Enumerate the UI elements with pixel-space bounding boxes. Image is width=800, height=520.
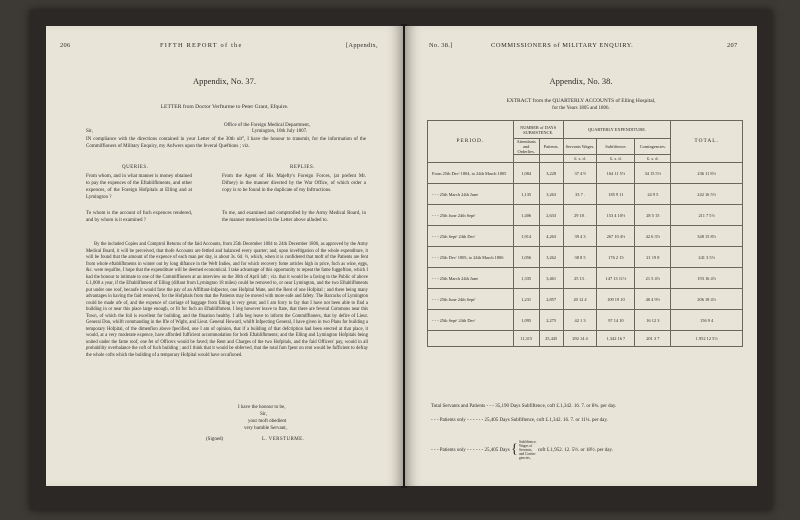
row-servants: 39 4 3 (563, 226, 597, 247)
accounts-table (427, 120, 743, 347)
row-contingencies: 24 9 5 (635, 184, 671, 205)
row-attendants: 1,095 (513, 310, 539, 331)
signed-label: (Signed) (206, 437, 224, 442)
total-contingencies: 201 3 7 (635, 331, 671, 347)
header-patients: Patients. (539, 139, 563, 155)
row-attendants: 1,406 (513, 205, 539, 226)
row-attendants: 1,135 (513, 184, 539, 205)
row-servants: 42 1 3 (563, 310, 597, 331)
left-running-head-bracket: [Appendix, (346, 42, 378, 49)
closing-line-2: Sir, (260, 412, 267, 417)
row-contingencies: 28 5 15 (635, 205, 671, 226)
row-period: - - - 25th Decʳ 1805, to 24th March 1806 (428, 247, 514, 268)
row-servants: 33 7 . (563, 184, 597, 205)
row-total: 193 16 4½ (671, 268, 743, 289)
row-servants: 29 18 . (563, 205, 597, 226)
table-row (428, 268, 743, 289)
row-period: - - - 25th March 24th June (428, 184, 514, 205)
row-contingencies: 34 15 5½ (635, 163, 671, 184)
left-page-number: 206 (60, 42, 71, 49)
row-servants: 25 13 . (563, 268, 597, 289)
row-attendants: 1,335 (513, 268, 539, 289)
row-period: From 25th Decʳ 1804, to 24th March 1805 (428, 163, 514, 184)
summary-line-3 (431, 440, 613, 460)
place-date: Lymington, 10th July 1807. (252, 129, 308, 134)
header-contingencies: Contingencies. (635, 139, 671, 155)
closing-line-3: your moft obedient (248, 419, 287, 424)
row-servants: 20 12 4 (563, 289, 597, 310)
right-page-number: 207 (727, 42, 738, 49)
row-period: - - - 25th Septʳ 24th Decʳ (428, 226, 514, 247)
header-quarterly-expenditure: QUARTERLY EXPENDITURE. (563, 121, 671, 139)
row-servants: 37 4 9 (563, 163, 597, 184)
total-servants: 292 14 4 (563, 331, 597, 347)
total-attendants: 11,315 (513, 331, 539, 347)
table-row (428, 247, 743, 268)
row-attendants: 1,231 (513, 289, 539, 310)
queries-heading: QUERIES. (122, 165, 149, 170)
header-number-of-days: NUMBER of DAYS SUBSISTENCE. (513, 121, 563, 139)
header-subsistence: Subfiftence. (597, 139, 635, 155)
table-row (428, 205, 743, 226)
closing-line-4: very humble Servant, (244, 426, 287, 431)
brace-item: Subfiftence, (518, 440, 537, 444)
summary-line-3-start: - - - Patients only - - - - - - 25,405 Days (431, 448, 510, 454)
salutation: Sir, (86, 129, 93, 134)
right-running-head: COMMISSIONERS of MILITARY ENQUIRY. (491, 42, 634, 49)
row-subsistence: 164 11 5½ (597, 163, 635, 184)
reply-1: From the Agent of His Majefty's Foreign Forces, (at prefent Mr. Difney) in the manner directed by the War Office, of which order a copy is to be found in the duplicate of my Inftructions. (222, 174, 366, 194)
row-contingencies: 21 5 4½ (635, 268, 671, 289)
lsd-label: £. s. d. (563, 155, 597, 163)
appendix-37-title: Appendix, No. 37. (192, 76, 257, 86)
summary-line-3-end: coft £.1,952. 12. 5½. or 18½. per day. (537, 448, 613, 454)
summary-brace-list (519, 440, 536, 460)
row-patients: 4,263 (539, 226, 563, 247)
row-subsistence: 267 10 4½ (597, 226, 635, 247)
row-contingencies: 16 12 3 (635, 310, 671, 331)
letter-heading: LETTER from Doctor Verfturme to Peter Grant, Efquire. (160, 104, 289, 110)
row-total: 206 18 4½ (671, 289, 743, 310)
header-total: TOTAL. (671, 121, 743, 163)
extract-subheading: for the Years 1805 and 1806. (552, 106, 610, 111)
row-total: 236 11 8½ (671, 163, 743, 184)
signature: L. VERSTURME. (262, 437, 305, 442)
header-period: PERIOD. (428, 121, 514, 163)
letter-body: By the included Copies and Comptrol Returns of the faid Accounts, from 25th December 1804 to 24th December 1806, as approved by the Army Medical Board, it will be perceived, that thofe Accounts are fettled and balanced every quarter; and, upon inveftigation of the whole expenditure, it will be found that the amount of the expence of each man per day, is about 3s. 6d. ⅓, which, when it is confidered that moft of the Patients are fent from whole eftablifhments in winter out by long diftance in the Weft Indies, and for which recovery fome articles high in price, fuch as wine, eggs, &c. were requifite, I hope that the expenditure will be deemed economical. I take advantage of this opportunity to repeat the fame fuggeftion, which I had the honour to intimate to one of the Commiffioners at an interview on the 30th of April laft ; viz. that it would be a faving to the Public of above £.1,000 a year, if the Eftablifhment of Elling (diftant from Lymington 18 miles) could be removed to, or near Lymington, and the two Eftablifhments put under one roof, becaufe it would fave the pay of an Affiftant-Infpector, one Hofpital Mate, and the Rent of one Hofpital ; and there being many advantages in having the faid removed, for the Hofpitals from that the Patients may be moved with more eafe and fafety. The Barracks of Lymington could be made ufe of, and the expence of carriage of baggage from Elling is very great; and I am forry to fay that I have not been able to find a building in or near this place large enough, or fit for fuch an Eftablifhment. I beg however leave to ftate, that there are feveral Commons near this Town, of which the foil is excellent for building, and the fituation healthy. I alfo beg leave to inform the Commiffioners, that by defire of Lieut. General Don, whilft commanding in the Ifle of Wight, and Lieut. General Howard, whilft Infpecting General, I have given in two Plans for building a temporary Hofpital, of the dimenfion above fpecified, one I am of opinion, that if a building of that defcription had been erected at that place, it would, at a very moderate expence, have afforded fufficient accommodation for both Eftablifhments; and the Elling and Lymington Hofpitals being united under the fame roof, one fet of Officers would be faved; the Rent and Charges of the two Hofpitals, and the faid Officers' pay, would in all probability overbalance the coft of fuch building ; and I think that it would be obferved, that the total fum fpent on rent would be fufficient to defray the whole cofts which the building of a temporary Hofpital would have occafioned. (86, 242, 368, 358)
row-attendants: 1,914 (513, 226, 539, 247)
row-attendants: 1,056 (513, 247, 539, 268)
row-period: - - - 25th June 24th Septʳ (428, 205, 514, 226)
lsd-label: £. s. d. (635, 155, 671, 163)
row-total: 348 15 8½ (671, 226, 743, 247)
brace-item: Wages of (518, 444, 533, 448)
row-period: - - - 25th June 24th Septʳ (428, 289, 514, 310)
right-page (405, 26, 757, 486)
row-total: 242 16 5½ (671, 184, 743, 205)
row-period: - - - 25th March 24th June (428, 268, 514, 289)
query-2: To whom is the account of fuch expences rendered, and by whom is it examined ? (86, 211, 192, 224)
total-total: 1,952 12 5½ (671, 331, 743, 347)
totals-row (428, 331, 743, 347)
row-subsistence: 97 14 10 (597, 310, 635, 331)
row-subsistence: 147 13 11½ (597, 268, 635, 289)
table-row (428, 163, 743, 184)
total-subsistence: 1,342 16 7 (597, 331, 635, 347)
brace-glyph: { (510, 442, 518, 457)
left-page (46, 26, 403, 486)
office-line: Office of the Foreign Medical Department, (224, 123, 310, 128)
closing-line-1: I have the honour to be, (238, 405, 286, 410)
reply-2: To me, and examined and comptrolled by the Army Medical Board, in the manner mentioned in the Letter above alluded to. (222, 211, 366, 224)
total-patients: 25,445 (539, 331, 563, 347)
row-total: 241 3 5½ (671, 247, 743, 268)
right-running-head-left: No. 38.] (429, 42, 453, 49)
row-patients: 3,262 (539, 247, 563, 268)
row-subsistence: 176 2 15 (597, 247, 635, 268)
summary-line-2: - - - Patients only - - - - - - 25,405 Days Subfiftence, coft £.1,342. 16. 7. or 11¼. per day. (431, 418, 608, 423)
row-period: - - - 25th Septʳ 24th Decʳ (428, 310, 514, 331)
row-total: 211 7 5½ (671, 205, 743, 226)
row-patients: 3,263 (539, 184, 563, 205)
header-attendants: Attendants and Orderlies. (513, 139, 539, 155)
row-patients: 2,275 (539, 310, 563, 331)
row-patients: 2,633 (539, 205, 563, 226)
row-subsistence: 153 4 10½ (597, 205, 635, 226)
row-attendants: 1,084 (513, 163, 539, 184)
left-running-head: FIFTH REPORT of the (160, 42, 243, 49)
brace-item: gencies, (518, 456, 531, 460)
brace-item: Servants, (518, 448, 533, 452)
replies-heading: REPLIES. (290, 165, 315, 170)
book-spread (30, 10, 772, 510)
row-subsistence: 185 9 11 (597, 184, 635, 205)
lsd-label: £. s. d. (597, 155, 635, 163)
row-total: 156 9 4 (671, 310, 743, 331)
table-row (428, 289, 743, 310)
header-servants-wages: Servants Wages. (563, 139, 597, 155)
row-contingencies: 40 4 9½ (635, 289, 671, 310)
summary-line-1: Total Servants and Patients - - - 35,190 Days Subfiftence, coft £.1,342. 16. 7. or 8¾. per day. (431, 404, 617, 409)
table-row (428, 226, 743, 247)
row-subsistence: 109 19 10 (597, 289, 635, 310)
table-row (428, 184, 743, 205)
appendix-38-title: Appendix, No. 38. (549, 76, 613, 86)
row-patients: 3,461 (539, 268, 563, 289)
row-servants: 38 8 5 (563, 247, 597, 268)
query-1: From whom, and in what manner is money obtained to pay the expences of the Eftablifhments, and other expences, of the Foreign Hofpitals at Elling and at Lymington ? (86, 174, 192, 201)
row-contingencies: 42 6 3½ (635, 226, 671, 247)
letter-intro: IN compliance with the directions contained in your Letter of the 30th ult°, I have the honour to transmit, for the information of the Commiffioners of Military Enquiry, my Anfwers upon the feveral Queftions ; viz. (86, 137, 366, 150)
brace-item: and Contin- (518, 452, 537, 456)
table-row (428, 310, 743, 331)
row-contingencies: 21 19 8 (635, 247, 671, 268)
extract-heading: EXTRACT from the QUARTERLY ACCOUNTS of Elling Hospital, (506, 98, 656, 104)
row-patients: 2,857 (539, 289, 563, 310)
row-patients: 3,228 (539, 163, 563, 184)
